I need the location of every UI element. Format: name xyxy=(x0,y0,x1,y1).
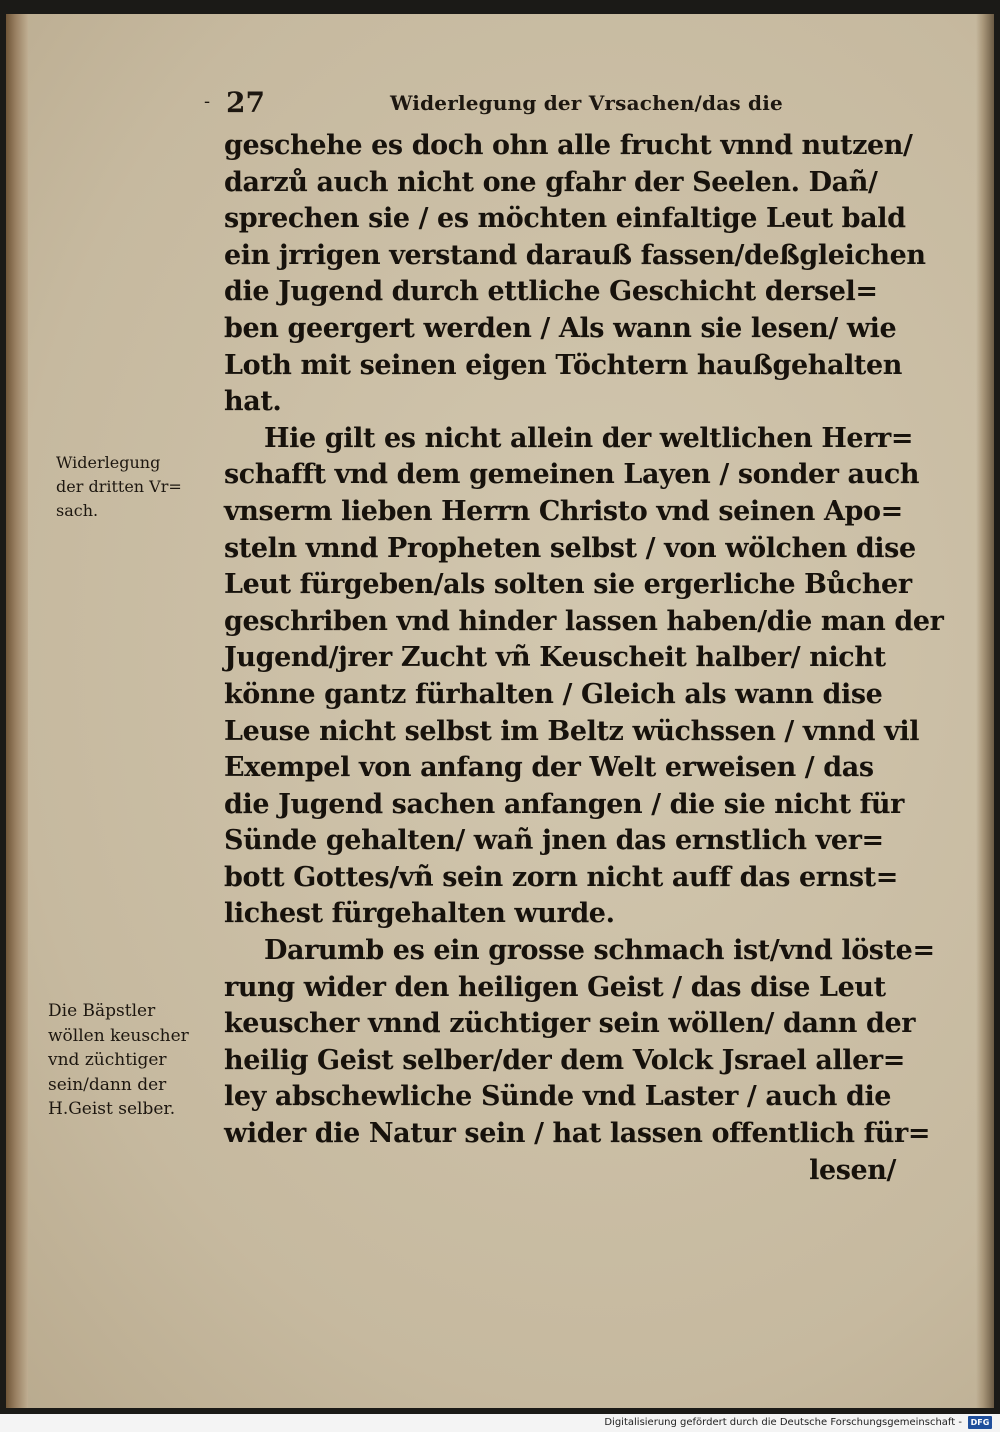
text-line: geschehe es doch ohn alle frucht vnnd nutzen/ xyxy=(224,130,913,161)
text-line: hat. xyxy=(224,386,282,418)
margin-note-line: sach. xyxy=(56,501,99,520)
margin-note-rebuttal xyxy=(56,451,182,523)
margin-note-line: der dritten Vr= xyxy=(56,477,182,496)
text-line: sprechen sie / es möchten einfaltige Leut bald xyxy=(224,203,906,235)
book-page xyxy=(6,14,994,1408)
page-binding-edge xyxy=(6,14,28,1408)
text-line: Sünde gehalten/ wañ jnen das ernstlich ver= xyxy=(224,825,884,857)
text-line: steln vnnd Propheten selbst / von wölchen dise xyxy=(224,532,916,564)
page-header xyxy=(204,82,784,122)
text-line: die Jugend durch ettliche Geschicht dersel= xyxy=(224,276,878,308)
text-line: schafft vnd dem gemeinen Layen / sonder auch xyxy=(224,459,920,491)
text-line: lichest fürgehalten wurde. xyxy=(224,898,615,930)
paragraph-start-line: Darumb es ein grosse schmach ist/vnd löste= xyxy=(264,935,935,967)
text-line: könne gantz fürhalten / Gleich als wann dise xyxy=(224,678,883,710)
text-line: Loth mit seinen eigen Töchtern haußgehalten xyxy=(224,349,903,381)
dfg-logo: DFG xyxy=(968,1416,992,1429)
text-line: wider die Natur sein / hat lassen offentlich für= xyxy=(224,1118,931,1150)
page-number: 27 xyxy=(226,86,265,119)
margin-note-line: sein/dann der xyxy=(48,1074,167,1095)
main-text-block xyxy=(224,128,944,1189)
text-line: Leut fürgeben/als solten sie ergerliche Bůcher xyxy=(224,569,912,601)
funding-notice: Digitalisierung gefördert durch die Deutsche Forschungsgemeinschaft - xyxy=(604,1417,962,1428)
text-line: vnserm lieben Herrn Christo vnd seinen Apo= xyxy=(224,495,903,527)
text-line: keuscher vnnd züchtiger sein wöllen/ dann der xyxy=(224,1008,916,1040)
margin-note-line: H.Geist selber. xyxy=(48,1099,176,1119)
margin-note-line: Die Bäpstler xyxy=(48,1001,156,1021)
page-outer-edge xyxy=(976,14,994,1408)
margin-note-papists xyxy=(48,999,189,1122)
text-line: geschriben vnd hinder lassen haben/die man der xyxy=(224,605,944,637)
paragraph-start-line: Hie gilt es nicht allein der weltlichen Herr= xyxy=(264,422,914,454)
text-line: die Jugend sachen anfangen / die sie nicht für xyxy=(224,788,904,820)
text-line: darzů auch nicht one gfahr der Seelen. Dañ/ xyxy=(224,166,878,198)
margin-note-line: vnd züchtiger xyxy=(48,1050,167,1070)
margin-note-line: Widerlegung xyxy=(56,453,161,472)
text-line: ein jrrigen verstand darauß fassen/deßgleichen xyxy=(224,239,926,271)
margin-note-line: wöllen keuscher xyxy=(48,1025,189,1046)
text-line: ley abschewliche Sünde vnd Laster / auch die xyxy=(224,1081,892,1113)
text-line: bott Gottes/vñ sein zorn nicht auff das ernst= xyxy=(224,861,898,893)
footer-strip xyxy=(0,1414,1000,1432)
catchword: lesen/ xyxy=(809,1154,896,1186)
text-line: Jugend/jrer Zucht vñ Keuscheit halber/ nicht xyxy=(224,642,886,674)
text-line: ben geergert werden / Als wann sie lesen/ wie xyxy=(224,312,897,344)
header-dash: - xyxy=(204,91,211,112)
text-line: heilig Geist selber/der dem Volck Jsrael aller= xyxy=(224,1044,905,1076)
text-line: rung wider den heiligen Geist / das dise Leut xyxy=(224,971,886,1003)
text-line: Exempel von anfang der Welt erweisen / das xyxy=(224,752,874,784)
running-head: Widerlegung der Vrsachen/das die xyxy=(390,91,783,115)
text-line: Leuse nicht selbst im Beltz wüchssen / vnnd vil xyxy=(224,715,920,747)
